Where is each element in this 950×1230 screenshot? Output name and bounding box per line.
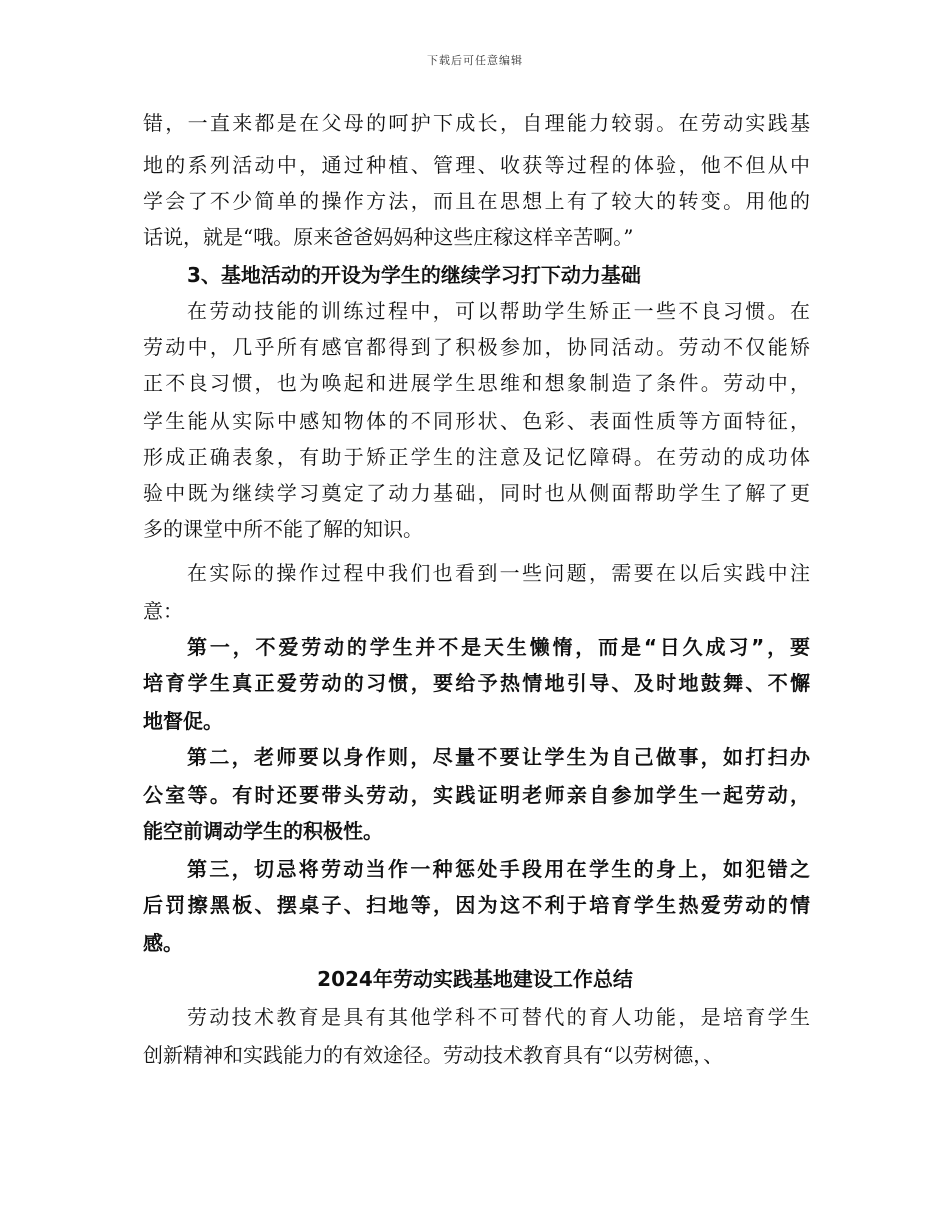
paragraph-line: 劳动技术教育是具有其他学科不可替代的育人功能，是培育学生 bbox=[187, 1005, 810, 1029]
paragraph-line: 在实际的操作过程中我们也看到一些问题，需要在以后实践中注 bbox=[187, 561, 810, 585]
bold-paragraph-line: 第二，老师要以身作则，尽量不要让学生为自己做事，如打扫办 bbox=[187, 745, 810, 769]
bold-paragraph-line: 培育学生真正爱劳动的习惯，要给予热情地引导、及时地鼓舞、不懈 bbox=[143, 671, 810, 695]
paragraph-line: 正不良习惯，也为唤起和进展学生思维和想象制造了条件。劳动中， bbox=[143, 371, 810, 395]
bold-paragraph-line: 公室等。有时还要带头劳动，实践证明老师亲自参加学生一起劳动， bbox=[143, 783, 810, 807]
paragraph-line: 验中既为继续学习奠定了动力基础，同时也从侧面帮助学生了解了更 bbox=[143, 481, 810, 505]
paragraph-line: 学会了不少简单的操作方法，而且在思想上有了较大的转变。用他的 bbox=[143, 189, 810, 213]
bold-paragraph-line: 感。 bbox=[143, 931, 183, 955]
bold-paragraph-line: 第三，切忌将劳动当作一种惩处手段用在学生的身上，如犯错之 bbox=[187, 857, 810, 881]
paragraph-line: 意： bbox=[143, 599, 183, 623]
bold-paragraph-line: 后罚擦黑板、摆桌子、扫地等，因为这不利于培育学生热爱劳动的情 bbox=[143, 893, 810, 917]
paragraph-line: 在劳动技能的训练过程中，可以帮助学生矫正一些不良习惯。在 bbox=[187, 299, 810, 323]
document-title: 2024年劳动实践基地建设工作总结 bbox=[317, 967, 633, 991]
paragraph-line: 劳动中，几乎所有感官都得到了积极参加，协同活动。劳动不仅能矫 bbox=[143, 335, 810, 359]
paragraph-line: 学生能从实际中感知物体的不同形状、色彩、表面性质等方面特征， bbox=[143, 409, 810, 433]
page-header: 下载后可任意编辑 bbox=[427, 54, 523, 67]
bold-paragraph-line: 能空前调动学生的积极性。 bbox=[143, 819, 383, 843]
paragraph-line: 创新精神和实践能力的有效途径。劳动技术教育具有“以劳树德，、 bbox=[143, 1043, 724, 1067]
bold-paragraph-line: 地督促。 bbox=[143, 709, 223, 733]
section-heading: 3、基地活动的开设为学生的继续学习打下动力基础 bbox=[187, 263, 641, 287]
paragraph-line: 形成正确表象，有助于矫正学生的注意及记忆障碍。在劳动的成功体 bbox=[143, 445, 810, 469]
paragraph-line: 地的系列活动中，通过种植、管理、收获等过程的体验，他不但从中 bbox=[143, 153, 810, 177]
bold-paragraph-line: 第一，不爱劳动的学生并不是天生懒惰，而是“日久成习”，要 bbox=[187, 635, 810, 659]
paragraph-line: 错，一直来都是在父母的呵护下成长，自理能力较弱。在劳动实践基 bbox=[143, 111, 810, 135]
paragraph-line: 话说，就是“哦。原来爸爸妈妈种这些庄稼这样辛苦啊。” bbox=[143, 225, 634, 249]
paragraph-line: 多的课堂中所不能了解的知识。 bbox=[143, 517, 423, 541]
